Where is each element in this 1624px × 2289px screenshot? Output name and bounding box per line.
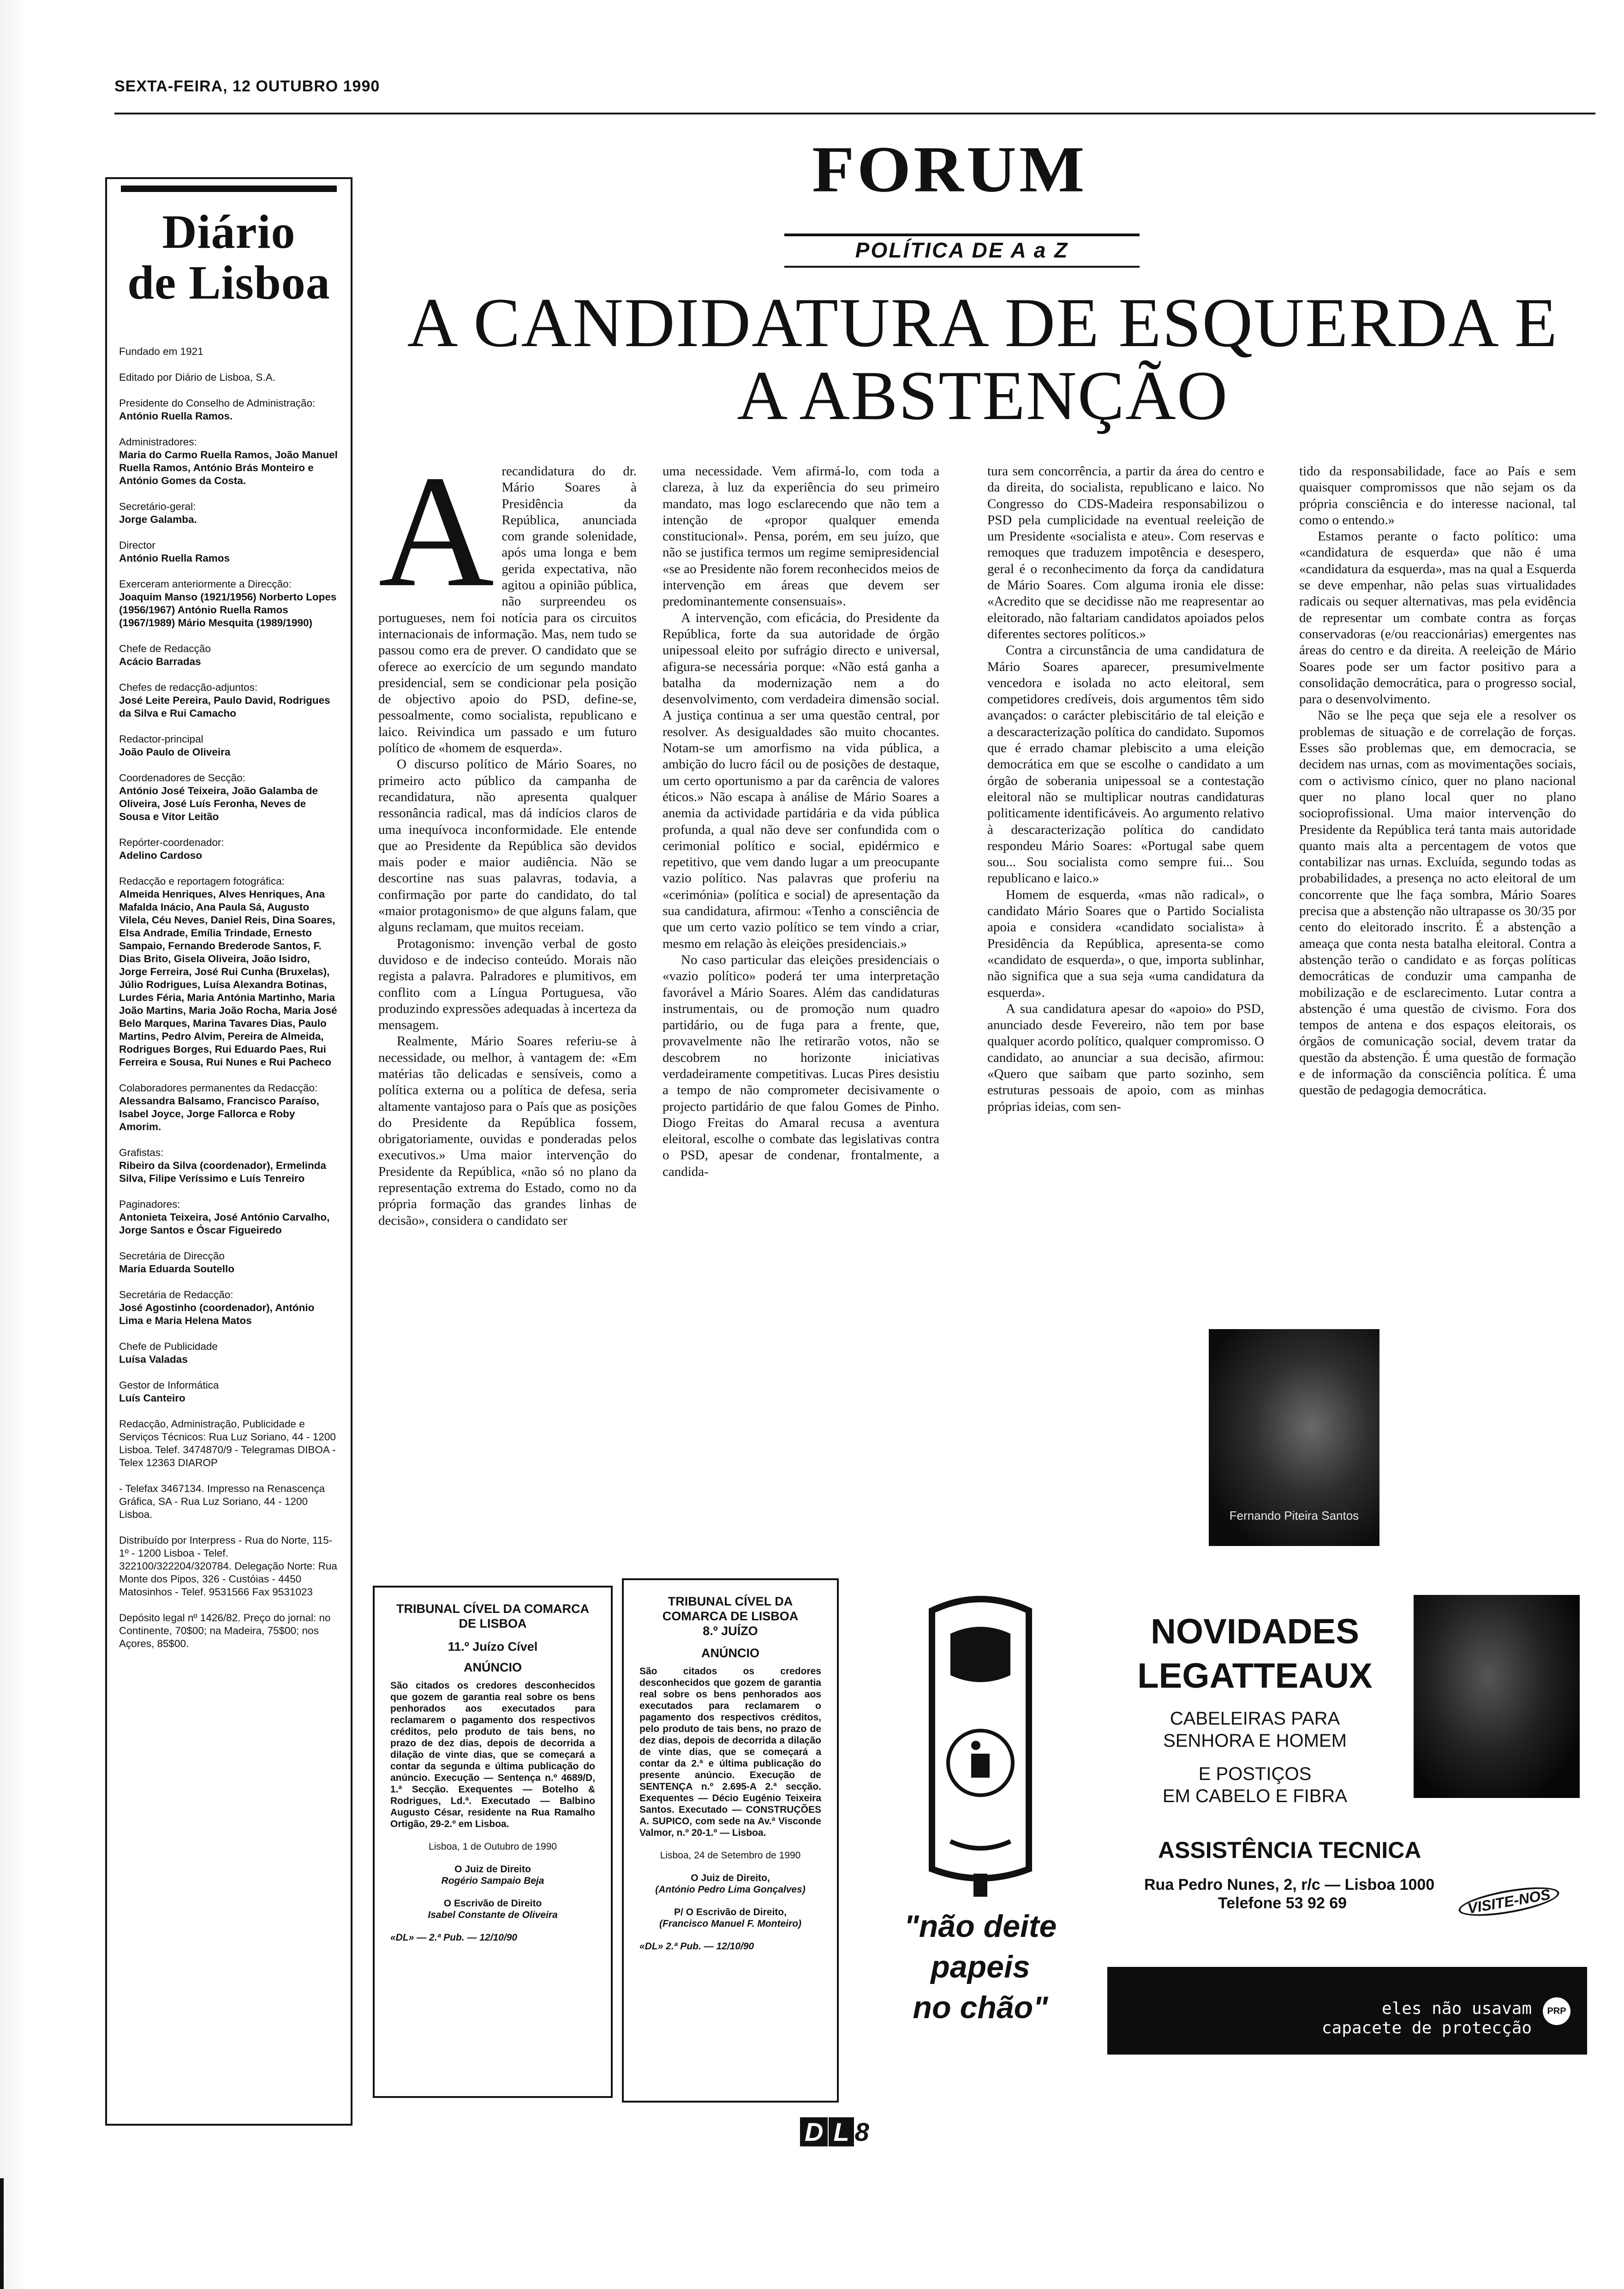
credit-value: Maria do Carmo Ruella Ramos, João Manuel Ruella Ramos, António Brás Monteiro e António Gomes da Costa. (119, 449, 338, 486)
section-rule-bottom (784, 266, 1140, 268)
header-rule (114, 113, 1595, 114)
court2-clerk (639, 1906, 821, 1929)
credit-label: Fundado em 1921 (119, 346, 203, 357)
header-date: SEXTA-FEIRA, 12 OUTUBRO 1990 (114, 78, 380, 95)
section-banner: FORUM (812, 133, 1087, 206)
masthead-credit (119, 436, 339, 487)
novidades-sub-2-line-1: E POSTIÇOS (1198, 1764, 1312, 1784)
court2-heading: ANÚNCIO (701, 1646, 759, 1660)
slogan-line-1: "não deite (904, 1909, 1057, 1944)
masthead-credit (119, 1198, 339, 1237)
article-paragraph: O discurso político de Mário Soares, no primeiro acto público da campanha de recandidatura, não apresenta qualquer ressonância radical, mas dá indícios claros de uma inequívoca inconformidade. Ele entende que ao Presidente da República são devidos mais poder e maior audiência. Não se descortine nas suas palavras, todavia, a confirmação por parte do candidato, do tal «maior protagonismo» de que alguns falam, que alguns reclamam, que muitos receiam. (378, 757, 637, 935)
novidades-sub-2 (1126, 1763, 1384, 1807)
credit-label: Colaboradores permanentes da Redacção: (119, 1082, 318, 1094)
masthead-credit (119, 1146, 339, 1185)
masthead-credit (119, 1379, 339, 1405)
masthead-credit (119, 875, 339, 1069)
credit-value: João Paulo de Oliveira (119, 746, 231, 758)
court2-judge-label: O Juiz de Direito, (691, 1873, 770, 1883)
credit-value: Maria Eduarda Soutello (119, 1263, 235, 1275)
credit-label: Secretária de Redacção: (119, 1289, 233, 1300)
court-notice-2 (622, 1578, 839, 2103)
article-paragraph: tido da responsabilidade, face ao País e sem quaisquer compromissos que não sejam os da própria consciência e do interesse nacional, tal como o entendo.» (1299, 464, 1576, 527)
court1-clerk (390, 1898, 595, 1921)
logo-line-2: de Lisboa (127, 256, 330, 309)
credit-label: Director (119, 539, 155, 551)
novidades-title (1126, 1610, 1384, 1698)
court1-body: São citados os credores desconhecidos que gozem de garantia real sobre os bens penhorados aos executados para reclamarem o pagamento dos respectivos créditos, pelo produto de tais bens, no prazo de dez dias, depois de decorrida a dilação de vinte dias, que se começará a contar da segunda e última publicação do anúncio. Execução — Sentença n.º 4689/D, 1.ª Secção. Exequentes — Botelho & Rodrigues, Ld.ª. Executado — Balbino Augusto César, residente na Rua Ramalho Ortigão, 29-2.º em Lisboa. (390, 1680, 595, 1829)
novidades-sub-2-line-2: EM CABELO E FIBRA (1162, 1786, 1348, 1806)
prp-logo: PRP (1543, 1997, 1570, 2025)
masthead-credit (119, 1482, 339, 1521)
photo-caption: Fernando Piteira Santos (1229, 1509, 1359, 1522)
masthead-credit (119, 772, 339, 823)
credit-label: Depósito legal nº 1426/82. Preço do jornal: no Continente, 70$00; na Madeira, 75$00; nos Açores, 85$00. (119, 1612, 331, 1649)
credit-value: Acácio Barradas (119, 656, 201, 667)
article-column-1 (378, 443, 637, 1229)
masthead-credit (119, 1288, 339, 1327)
masthead-box (105, 177, 352, 2126)
credit-value: António Ruella Ramos. (119, 410, 233, 422)
article-paragraph: A intervenção, com eficácia, do Presidente da República, forte da sua autoridade de órgão unipessoal eleito por sufrágio directo e universal, afigura-se necessária porque: «Não está ganha a batalha da modernização nem a do desenvolvimento, com verdadeira dimensão social. A justiça continua a ser uma questão central, por resolver. As desigualdades são muito chocantes. Notam-se um amorfismo na vida pública, a ambição do lucro fácil ou de posições de destaque, um certo oportunismo a par da carência de valores éticos.» Não escapa à análise de Mário Soares a anemia da actividade partidária e da vida pública profunda, a qual não deve ser confundida com o cerimonial político e social, epidérmico e repetitivo, que vem dando lugar a um preocupante vazio político. Nas palavras que proferiu na «cerimónia» (política e social) de apresentação da sua candidatura, afirmou: «Tenho a consciência de que um certo vazio político se tem vindo a criar, mesmo em relação às eleições presidenciais.» (663, 610, 939, 951)
masthead-bar (121, 186, 337, 192)
court1-date: Lisboa, 1 de Outubro de 1990 (429, 1841, 557, 1852)
masthead-credit (119, 1418, 339, 1469)
helmet-band (1107, 1967, 1587, 2055)
article-paragraph: Homem de esquerda, «mas não radical», o candidato Mário Soares que o Partido Socialista apoia e considera «candidato socialista» à Presidência da República, apresenta-se como «candidato de esquerda», o que, importa sublinhar, não significa que a sua seja «uma candidatura da esquerda». (987, 887, 1264, 1000)
litter-slogan (881, 1906, 1080, 2028)
helmet-slogan-line-1: eles não usavam (1381, 1999, 1532, 2018)
credit-label: Chefe de Redacção (119, 643, 211, 654)
novidades-title-line-1: NOVIDADES (1151, 1612, 1359, 1651)
credit-value: António José Teixeira, João Galamba de Oliveira, José Luís Feronha, Neves de Sousa e Vítor Leitão (119, 785, 318, 822)
masthead-credit (119, 578, 339, 629)
credit-value: José Agostinho (coordenador), António Lima e Maria Helena Matos (119, 1302, 315, 1326)
masthead-credit (119, 345, 339, 358)
court1-juizo: 11.º Juízo Cível (448, 1640, 538, 1654)
court1-title: TRIBUNAL CÍVEL DA COMARCA DE LISBOA (396, 1602, 589, 1630)
article-paragraph: Não se lhe peça que seja ele a resolver os problemas de situação e de correlação de forças. Esses são problemas que, em democracia, se decidem nas urnas, com as movimentações sociais, com o activismo cínico, quer no plano nacional quer no plano local quer no plano socioprofissional. Uma maior intervenção do Presidente da República terá tanta mais autoridade quanto mais alta a percentagem de votos que contabilizar nas urnas. Excluída, segundo todas as probabilidades, a presença no acto eleitoral de um concorrente que lhe faça sombra, Mário Soares precisa que a abstenção não ultrapasse os 30/35 por cento do eleitorado inscrito. É a abstenção a ameaça que conta nesta batalha eleitoral. Contra a abstenção terão o candidato e as forças políticas democráticas de conduzir uma campanha de mobilização e de esclarecimento. Lutar contra a abstenção é uma questão de civismo. Fora dos tempos de antena e dos espaços eleitorais, os órgãos de comunicação social, devem tratar da questão da abstenção. É uma questão de formação e de informação da consciência política. É uma questão de pedagogia democrática. (1299, 708, 1576, 1098)
court2-pub: «DL» 2.ª Pub. — 12/10/90 (639, 1941, 754, 1952)
litter-bin-ad (881, 1583, 1080, 2095)
article-paragraph: Arecandidatura do dr. Mário Soares à Presidência da República, anunciada com grande solenidade, após uma longa e bem gerida expectativa, não agitou a opinião pública, não surpreendeu os portugueses, nem foi notícia para os circuitos internacionais de informação. Mas, nem tudo se passou como era de prever. O candidato que se oferece ao exercício de um segundo mandato presidencial, sem se condicionar pela posição de objectivo apoio do PSD, define-se, pessoalmente, como socialista, republicano e laico. Reivindica um passado e um futuro político de «homem de esquerda». (378, 443, 637, 756)
visit-stamp: VISITE-NOS (1457, 1882, 1561, 1922)
credit-value: Almeida Henriques, Alves Henriques, Ana Mafalda Inácio, Ana Paula Sá, Augusto Vilela, Céu Neves, Daniel Reis, Dina Soares, Elsa Andrade, Emília Trindade, Ernesto Sampaio, Fernando Brederode Santos, F. Dias Brito, Gisela Oliveira, João Isidro, Jorge Ferreira, José Rui Cunha (Bruxelas), Júlio Rodrigues, Luísa Alexandra Botinas, Lurdes Féria, Maria Antónia Martinho, Maria João Martins, Maria João Rocha, Maria José Belo Marques, Marina Tavares Dias, Paulo Martins, Pedro Alvim, Pereira de Almeida, Rodrigues Borges, Rui Eduardo Paes, Rui Ferreira e Sousa, Rui Nunes e Rui Pacheco (119, 888, 337, 1068)
court-notice-1 (373, 1586, 613, 2098)
credit-value: Ribeiro da Silva (coordenador), Ermelinda Silva, Filipe Veríssimo e Luís Tenreiro (119, 1160, 326, 1184)
credit-label: Paginadores: (119, 1198, 180, 1210)
credit-label: Secretário-geral: (119, 501, 196, 512)
masthead-credit (119, 371, 339, 384)
page-edge-shadow (0, 0, 28, 2289)
article-paragraph: Realmente, Mário Soares referiu-se à necessidade, ou melhor, à vantagem de: «Em matérias tão delicadas e sensíveis, como a política externa ou a política de defesa, seria altamente vantajoso para o País que as posições do Presidente da República fossem, obrigatoriamente, ouvidas e ponderadas pelos executivos.» Uma maior intervenção do Presidente da República, «não só no plano da representação extrema do Estado, como no da própria formação das grandes linhas de decisão», considera o candidato ser (378, 1034, 637, 1228)
credit-label: Chefe de Publicidade (119, 1341, 218, 1352)
credit-label: Administradores: (119, 436, 197, 448)
novidades-ad (1107, 1586, 1587, 2055)
court2-judge-name: (António Pedro Lima Gonçalves) (655, 1884, 806, 1895)
article-column-3 (987, 463, 1264, 1115)
masthead-credit (119, 681, 339, 720)
credit-label: Grafistas: (119, 1147, 164, 1158)
credit-label: Chefes de redacção-adjuntos: (119, 682, 258, 693)
phone-line: Telefone 53 92 69 (1218, 1894, 1347, 1912)
credit-value: Luís Canteiro (119, 1392, 185, 1404)
credit-value: Luísa Valadas (119, 1354, 188, 1365)
court1-judge (390, 1864, 595, 1887)
wig-photo (1414, 1595, 1580, 1798)
slogan-line-2: papeis (931, 1949, 1030, 1984)
masthead-credit (119, 397, 339, 423)
credit-label: Redacção, Administração, Publicidade e Serviços Técnicos: Rua Luz Soriano, 44 - 1200 Lisboa. Telef. 3474870/9 - Telegramas DIBOA - Telex 12363 DIAROP (119, 1418, 336, 1468)
court2-title: TRIBUNAL CÍVEL DA COMARCA DE LISBOA (662, 1594, 799, 1623)
court1-judge-name: Rogério Sampaio Beja (441, 1876, 544, 1886)
court1-pub: «DL» — 2.ª Pub. — 12/10/90 (390, 1932, 518, 1943)
helmet-slogan-line-2: capacete de protecção (1321, 2019, 1532, 2037)
credit-value: Joaquim Manso (1921/1956) Norberto Lopes (1956/1967) António Ruella Ramos (1967/1989) Mário Mesquita (1989/1990) (119, 591, 337, 629)
novidades-sub-1 (1126, 1708, 1384, 1752)
masthead-credit (119, 539, 339, 565)
masthead-credit (119, 1250, 339, 1276)
drop-cap: A (378, 443, 495, 620)
assistance-address (1144, 1876, 1434, 1912)
credit-value: José Leite Pereira, Paulo David, Rodrigues da Silva e Rui Camacho (119, 695, 330, 719)
court2-juizo: 8.º JUÍZO (703, 1624, 758, 1638)
court2-date: Lisboa, 24 de Setembro de 1990 (660, 1850, 801, 1861)
credit-label: Presidente do Conselho de Administração: (119, 397, 316, 409)
credit-label: - Telefax 3467134. Impresso na Renascença Gráfica, SA - Rua Luz Soriano, 44 - 1200 Lisboa. (119, 1483, 325, 1520)
article-column-2 (663, 463, 939, 1180)
article-paragraph: No caso particular das eleições presidenciais o «vazio político» poderá ter uma interpretação favorável a Mário Soares. Além das candidaturas instrumentais, ou de promoção num quadro partidário, ou de fuga para a frente, que, provavelmente não lhe retirarão votos, não se descobrem no horizonte iniciativas verdadeiramente competitivas. Lucas Pires desistiu a tempo de não comprometer decisivamente o projecto partidário de que falou Gomes de Pinho. Diogo Freitas do Amaral recusa a aventura eleitoral, escolhe o combate das legislativas contra o PSD, apesar de condenar, frontalmente, a candida- (663, 952, 939, 1179)
masthead-credit (119, 642, 339, 668)
court2-judge (639, 1872, 821, 1895)
credit-label: Coordenadores de Secção: (119, 772, 245, 784)
masthead-credit (119, 733, 339, 759)
credit-value: Jorge Galamba. (119, 514, 197, 525)
court2-clerk-name: (Francisco Manuel F. Monteiro) (659, 1918, 802, 1929)
article-paragraph: tura sem concorrência, a partir da área do centro e da direita, do socialista, republicano e laico. No Congresso do CDS-Madeira responsabilizou o PSD pela cumplicidade na eventual reeleição de um Presidente «socialista e ateu». Com reservas e remoques que traduzem impotência e desespero, geral é o reconhecimento da força da candidatura de Mário Soares. Com alguma ironia ele disse: «Acredito que se decidisse não me reapresentar ao eleitorado, não faltariam candidatos apoiados pelos diferentes sectores políticos.» (987, 464, 1264, 641)
address-line: Rua Pedro Nunes, 2, r/c — Lisboa 1000 (1144, 1876, 1435, 1894)
credit-label: Repórter-coordenador: (119, 837, 224, 848)
article-column-4 (1299, 463, 1576, 1099)
page-number (800, 2118, 869, 2146)
assistance-title: ASSISTÊNCIA TECNICA (1158, 1837, 1421, 1863)
margin-rule (0, 2178, 4, 2289)
logo-line-1: Diário (162, 205, 296, 258)
credit-label: Editado por Diário de Lisboa, S.A. (119, 372, 275, 383)
article-paragraph: Estamos perante o facto político: uma «candidatura de esquerda» que não é uma «candidatura da esquerda», mas na qual a Esquerda se deve empenhar, não pelas suas virtualidades radicais ou sequer alternativas, mas pela evidência de representar um combate contra as forças conservadoras (e/ou reaccionárias) emergentes nas áreas do centro e da direita. A reeleição de Mário Soares pode ser um factor positivo para a consolidação democrática, para o progresso social, para o desenvolvimento. (1299, 529, 1576, 707)
credit-value: António Ruella Ramos (119, 552, 230, 564)
masthead-credit (119, 1534, 339, 1599)
credit-value: Adelino Cardoso (119, 850, 203, 861)
masthead-credit (119, 1612, 339, 1650)
novidades-title-line-2: LEGATTEAUX (1137, 1656, 1373, 1696)
court1-clerk-label: O Escrivão de Direito (443, 1898, 542, 1909)
litter-bin-icon (881, 1583, 1080, 1906)
masthead-credits (119, 345, 339, 1663)
novidades-sub-1-line-2: SENHORA E HOMEM (1163, 1731, 1347, 1751)
credit-value: Antonieta Teixeira, José António Carvalho, Jorge Santos e Óscar Figueiredo (119, 1211, 330, 1236)
article-paragraph: Protagonismo: invenção verbal de gosto duvidoso e de indeciso conteúdo. Morais não regista a palavra. Palradores e plumitivos, em conflito com a Língua Portuguesa, vão produzindo expressões adequadas à incerteza da mensagem. (378, 936, 637, 1033)
credit-label: Gestor de Informática (119, 1379, 219, 1391)
masthead-credit (119, 836, 339, 862)
helmet-slogan (1322, 1999, 1532, 2038)
page-logo-l: L (829, 2117, 854, 2146)
masthead-logo (107, 207, 351, 308)
court1-clerk-name: Isabel Constante de Oliveira (428, 1910, 558, 1920)
article-paragraph: A sua candidatura apesar do «apoio» do PSD, anunciado desde Fevereiro, não tem por base qualquer acordo político, qualquer compromisso. O candidato, ao anunciar a sua decisão, afirmou: «Quero que saibam que parto sozinho, sem estruturas pessoais de apoio, com as minhas próprias ideias, com sen- (987, 1001, 1264, 1114)
novidades-sub-1-line-1: CABELEIRAS PARA (1170, 1708, 1340, 1729)
masthead-credit (119, 500, 339, 526)
court1-heading: ANÚNCIO (464, 1660, 522, 1674)
court2-clerk-label: P/ O Escrivão de Direito, (674, 1907, 787, 1917)
masthead-credit (119, 1082, 339, 1133)
masthead-credit (119, 1340, 339, 1366)
credit-label: Secretária de Direcção (119, 1250, 225, 1262)
page-logo-d: D (800, 2117, 828, 2146)
credit-label: Exerceram anteriormente a Direcção: (119, 578, 292, 590)
article-paragraph: uma necessidade. Vem afirmá-lo, com toda a clareza, à luz da experiência do seu primeiro mandato, mas logo esclarecendo que não tem a intenção de «propor qualquer emenda constitucional». Pensa, porém, em seu juízo, que não se justifica termos um regime semipresidencial «se ao Presidente não forem reconhecidos meios de intervenção em áreas que devem ser predominantemente consensuais». (663, 464, 939, 609)
section-label: POLÍTICA DE A a Z (855, 238, 1069, 262)
court1-judge-label: O Juiz de Direito (454, 1864, 531, 1875)
credit-label: Redacção e reportagem fotográfica: (119, 875, 285, 887)
court2-body: São citados os credores desconhecidos que gozem de garantia real sobre os bens penhorados aos executados para reclamarem o pagamento dos respectivos créditos, pelo produto de tais bens, no prazo de dez dias, depois de decorrida a dilação de vinte dias, que se começará a contar da 2.ª e última publicação do presente anúncio. Execução de SENTENÇA n.º 2.695-A 2.ª secção. Exequentes — Décio Eugénio Teixeira Santos. Executado — CONSTRUÇÕES A. SUPICO, com sede na Av.ª Visconde Valmor, n.º 20-1.º — Lisboa. (639, 1666, 821, 1838)
slogan-line-3: no chão" (913, 1990, 1048, 2025)
credit-label: Distribuído por Interpress - Rua do Norte, 115-1º - 1200 Lisboa - Telef. 322100/322204/320784. Delegação Norte: Rua Monte dos Pipos, 326 - Custóias - 4450 Matosinhos - Telef. 9531566 Fax 9531023 (119, 1534, 337, 1598)
page-number-value: 8 (854, 2117, 869, 2146)
article-paragraph: Contra a circunstância de uma candidatura de Mário Soares aparecer, presumivelmente vencedora e isolada no acto eleitoral, sem competidores credíveis, dois argumentos têm sido avançados: o carácter plebiscitário de tal eleição e a descaracterização política do candidato. Supomos que é errado chamar plebiscito a uma eleição democrática em que se escolhe o candidato a um órgão de soberania unipessoal se a contestação eleitoral não se multiplicar noutras candidaturas politicamente identificáveis. Ao argumento relativo à descaracterização política do candidato respondeu Mário Soares: «Portugal sabe quem sou... Sou socialista como sempre fui... Sou republicano e laico.» (987, 643, 1264, 886)
credit-label: Redactor-principal (119, 733, 203, 745)
credit-value: Alessandra Balsamo, Francisco Paraíso, Isabel Joyce, Jorge Fallorca e Roby Amorim. (119, 1095, 319, 1133)
article-headline: A CANDIDATURA DE ESQUERDA E A ABSTENÇÃO (407, 284, 1558, 434)
